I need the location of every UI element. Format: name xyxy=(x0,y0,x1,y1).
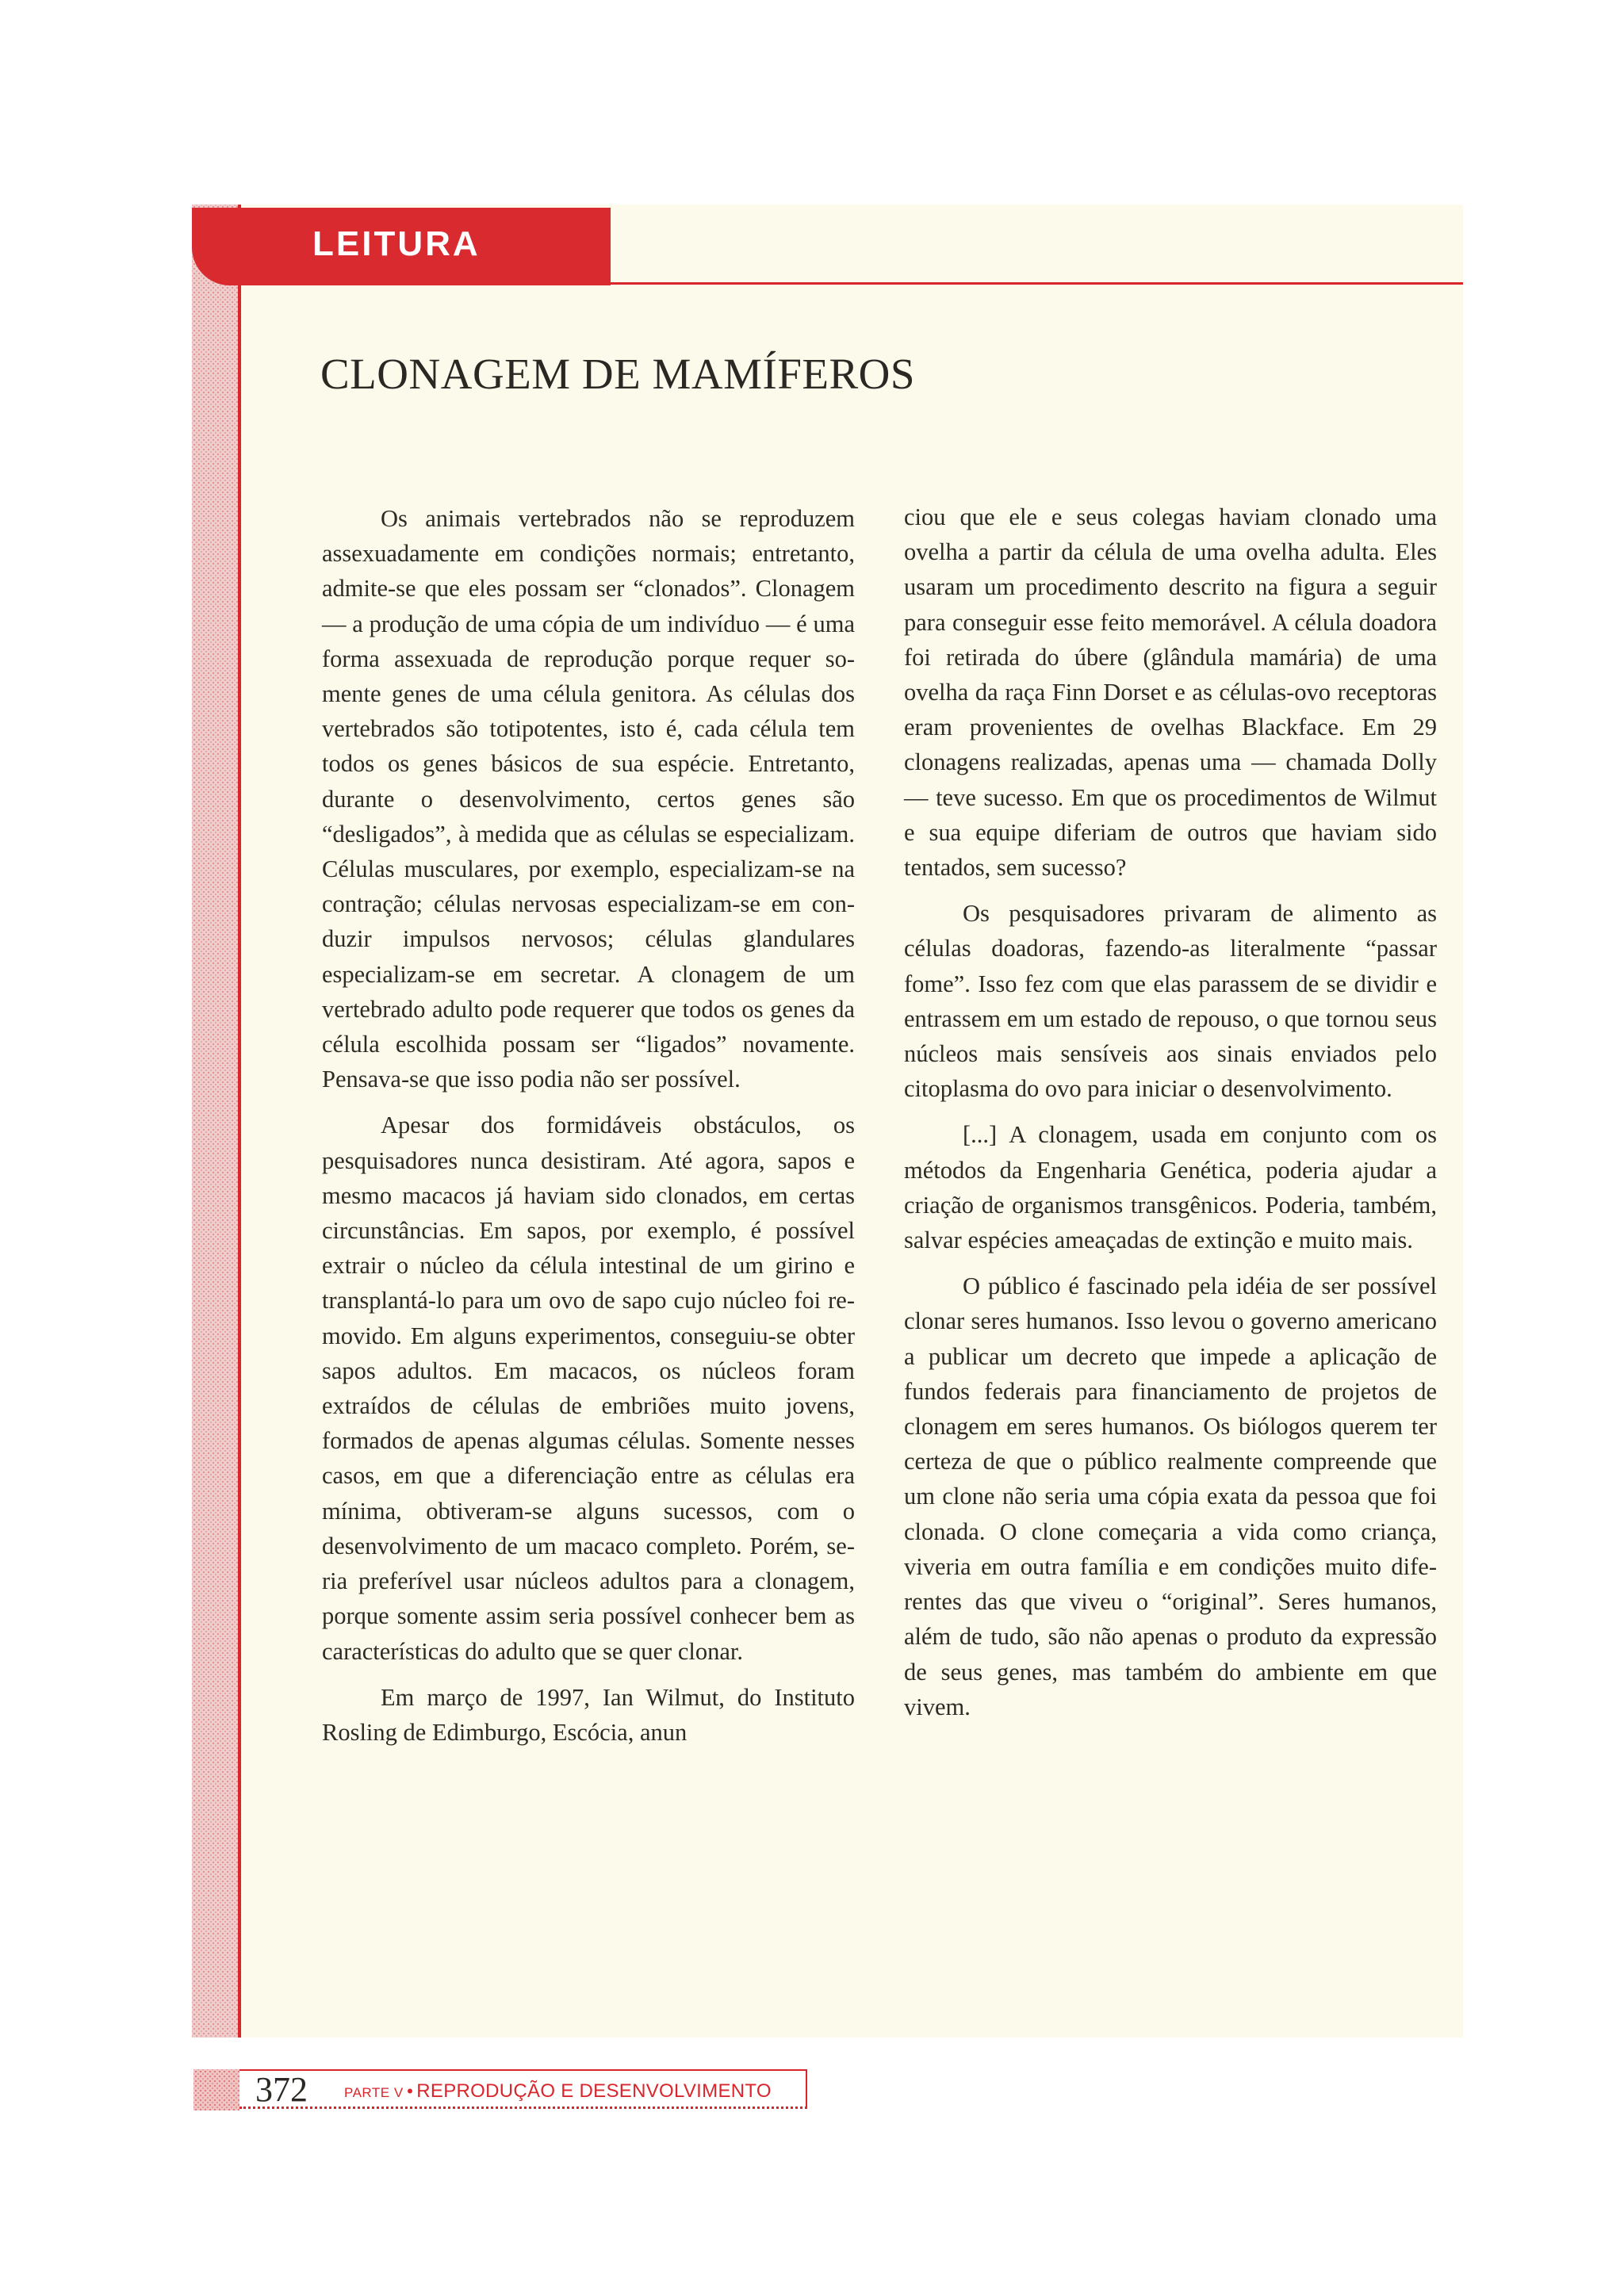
footer-pattern-block xyxy=(193,2069,239,2110)
paragraph: Os pesquisadores privaram de alimento as células doadoras, fazendo-as literalmente “passar fome”. Isso fez com que elas parassem de se dividir e entrassem em um estado de repouso, o que tornou seus núcleos mais sensíveis aos sinais enviados pelo citoplasma do ovo para iniciar o desenvolvimento. xyxy=(904,900,1437,1103)
paragraph: Os animais vertebrados não se reproduzem assexuadamente em condições normais; entretanto, admite-se que eles possam ser “clonados”. Clonagem — a produção de uma cópia de um indivíduo — é uma forma assexuada de reprodução porque requer somente genes de uma célula genitora. As células dos vertebrados são totipotentes, isto é, cada célula tem todos os genes básicos de sua espécie. Entretanto, durante o desenvolvimento, certos genes são “desligados”, à medida que as células se especializam. Células musculares, por exemplo, especializam-se na contração; células nervosas especializam-se em conduzir impulsos nervosos; células glandulares especializam-se em secretar. A clonagem de um vertebrado adulto pode requerer que todos os genes da célula escolhida possam ser “ligados” novamente. Pensava-se que isso podia não ser possível. xyxy=(322,505,855,1093)
right-column xyxy=(904,499,1437,1735)
footer-bullet: • xyxy=(407,2081,413,2101)
footer-section-title: REPRODUÇÃO E DESENVOLVIMENTO xyxy=(416,2080,772,2102)
paragraph: [...] A clonagem, usada em conjunto com os métodos da Engenharia Genética, poderia ajudar a criação de organismos transgênicos. Poderia, também, salvar espécies ameaçadas de extinção e muito mais. xyxy=(904,1121,1437,1254)
article-title: CLONAGEM DE MAMÍFEROS xyxy=(320,350,915,398)
section-label: LEITURA xyxy=(312,224,481,263)
paragraph: Em março de 1997, Ian Wilmut, do Instituto Rosling de Edimburgo, Escócia, anun xyxy=(322,1683,855,1746)
running-footer xyxy=(344,2082,772,2101)
paragraph: O público é fascinado pela idéia de ser possível clonar seres humanos. Isso levou o governo americano a publicar um decreto que impede a aplicação de fundos federais para financiamento de projetos de clonagem em seres humanos. Os biólogos querem ter certeza de que o público realmente compreende que um clone não seria uma cópia exata da pessoa que foi clonada. O clone começaria a vida como criança, viveria em outra família e em condições muito diferentes das que viveu o “original”. Seres humanos, além de tudo, são não apenas o produto da expressão de seus genes, mas também do ambiente em que vivem. xyxy=(904,1272,1437,1720)
decorative-pattern-strip xyxy=(192,205,238,2038)
footer-part: PARTE V xyxy=(344,2085,404,2100)
paragraph: Apesar dos formidáveis obstáculos, os pesquisadores nunca desistiram. Até agora, sapos e mesmo macacos já haviam sido clonados, em certas circunstâncias. Em sapos, por exemplo, é possível extrair o núcleo da célula intestinal de um girino e transplantá-lo para um ovo de sapo cujo núcleo foi removido. Em alguns experimentos, conseguiu-se obter sapos adultos. Em macacos, os núcleos foram extraídos de células de embriões muito jovens, formados de apenas algumas células. Somente nesses casos, em que a diferenciação entre as células era mínima, obtiveram-se alguns sucessos, com o desenvolvimento de um macaco completo. Porém, seria preferível usar núcleos adultos para a clonagem, porque somente assim seria possível conhecer bem as características do adulto que se quer clonar. xyxy=(322,1112,855,1665)
header-rule xyxy=(611,282,1463,285)
margin-rule xyxy=(238,205,241,2038)
left-column xyxy=(322,501,855,1761)
page-number: 372 xyxy=(255,2070,308,2109)
paragraph: ciou que ele e seus colegas haviam clonado uma ovelha a partir da célula de uma ovelha adulta. Eles usaram um procedimento descrito na figura a seguir para conseguir esse feito memorável. A célula doadora foi retirada do úbere (glândula mamária) de uma ovelha da raça Finn Dorset e as células-ovo receptoras eram provenientes de ovelhas Blackface. Em 29 clonagens realizadas, apenas uma — chamada Dolly — teve sucesso. Em que os procedimentos de Wilmut e sua equipe diferiam de outros que haviam sido tentados, sem sucesso? xyxy=(904,503,1437,882)
